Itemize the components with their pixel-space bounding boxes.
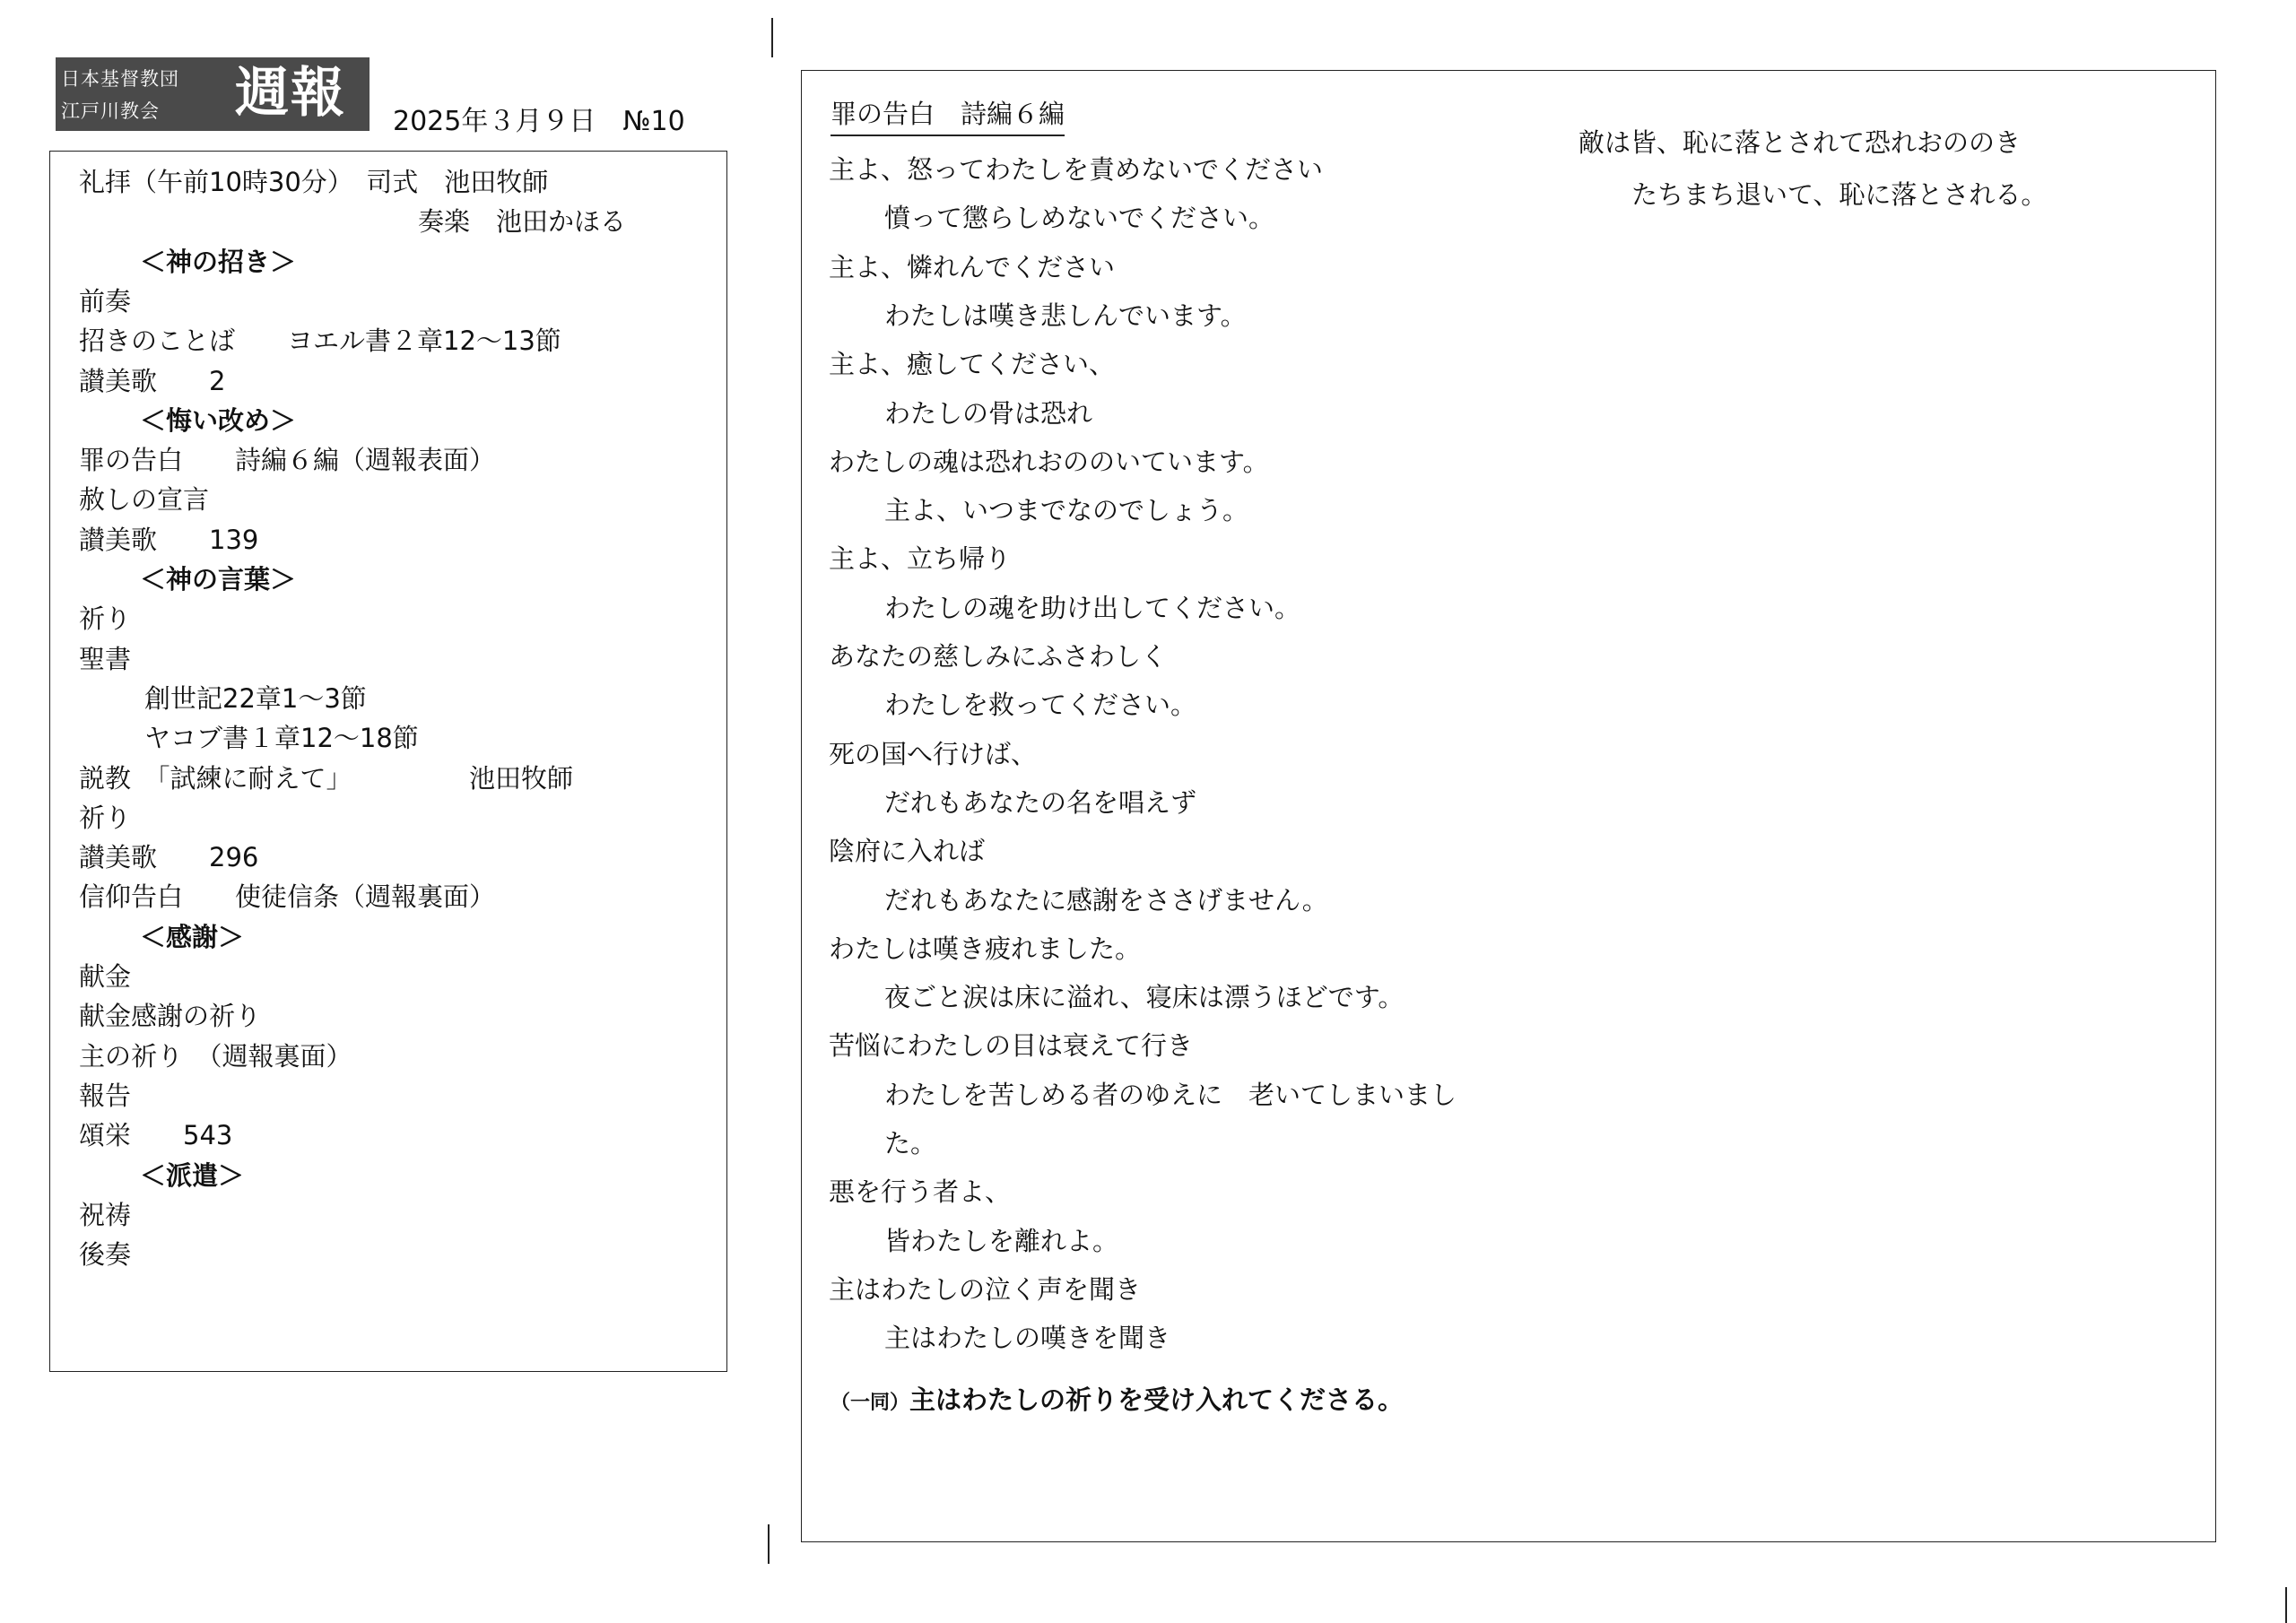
order-item: 献金 bbox=[79, 961, 132, 992]
verse-line: わたしは嘆き悲しんでいます。 bbox=[884, 299, 1247, 331]
order-item: 讃美歌 2 bbox=[79, 365, 226, 396]
order-of-service-box bbox=[49, 151, 727, 1372]
verse-line: 苦悩にわたしの目は衰えて行き bbox=[829, 1030, 1194, 1062]
registration-mark-top bbox=[771, 18, 773, 57]
order-item: 祈り bbox=[79, 802, 132, 833]
verse-line: 主よ、憐れんでください bbox=[829, 251, 1116, 282]
order-item: 招きのことば ヨエル書２章12～13節 bbox=[79, 325, 561, 357]
verse-line: 死の国へ行けば、 bbox=[829, 738, 1038, 769]
verse-line: わたしは嘆き疲れました。 bbox=[829, 933, 1142, 964]
verse-line: 皆わたしを離れよ。 bbox=[884, 1225, 1119, 1256]
registration-mark-right bbox=[2285, 1587, 2287, 1623]
verse-line: 主よ、立ち帰り bbox=[829, 543, 1012, 575]
verse-line: 主よ、怒ってわたしを責めないでください bbox=[829, 154, 1324, 185]
order-item: 祈り bbox=[79, 603, 132, 635]
order-item: 献金感謝の祈り bbox=[79, 1001, 262, 1032]
verse-line: だれもあなたの名を唱えず bbox=[884, 786, 1197, 818]
final-response-line bbox=[831, 1380, 1404, 1417]
verse-line: わたしの魂は恐れおののいています。 bbox=[829, 446, 1269, 477]
order-heading: ＜感謝＞ bbox=[140, 921, 245, 952]
order-item: 後奏 bbox=[79, 1239, 132, 1271]
order-heading: ＜神の招き＞ bbox=[140, 246, 297, 277]
order-heading: ＜派遣＞ bbox=[140, 1159, 245, 1191]
order-item: 報告 bbox=[79, 1080, 132, 1111]
verse-line: わたしを苦しめる者のゆえに 老いてしまいまし bbox=[884, 1079, 1457, 1110]
verse-line: 敵は皆、恥に落とされて恐れおののき bbox=[1578, 127, 2022, 158]
verse-line: わたしを救ってください。 bbox=[884, 690, 1197, 721]
final-text: 主はわたしの祈りを受け入れてくださる。 bbox=[909, 1384, 1405, 1415]
issue-number: №10 bbox=[622, 106, 685, 137]
church-denomination: 日本基督教団 bbox=[61, 68, 179, 90]
bulletin-date bbox=[393, 99, 685, 138]
order-item: ヤコブ書１章12～18節 bbox=[144, 723, 419, 754]
verse-line: 夜ごと涙は床に溢れ、寝床は漂うほどです。 bbox=[884, 982, 1405, 1013]
verse-line: たちまち退いて、恥に落とされる。 bbox=[1631, 179, 2048, 210]
registration-mark-bottom bbox=[768, 1524, 770, 1564]
verse-line: 悪を行う者よ、 bbox=[829, 1176, 1012, 1208]
order-item: 赦しの宣言 bbox=[79, 484, 210, 516]
order-item: 説教 「試練に耐えて」 池田牧師 bbox=[79, 762, 574, 794]
verse-line: 憤って懲らしめないでください。 bbox=[884, 203, 1275, 234]
verse-line: わたしの魂を助け出してください。 bbox=[884, 592, 1301, 623]
date-text: 2025年３月９日 bbox=[393, 106, 596, 137]
verse-line: 主よ、癒してください、 bbox=[829, 349, 1116, 380]
church-name: 江戸川教会 bbox=[61, 100, 160, 122]
order-item: 祝祷 bbox=[79, 1199, 132, 1230]
verse-line: 主はわたしの泣く声を聞き bbox=[829, 1273, 1142, 1305]
order-item: 創世記22章1～3節 bbox=[144, 682, 367, 714]
confession-title: 罪の告白 詩編６編 bbox=[831, 94, 1065, 136]
order-item: 讃美歌 296 bbox=[79, 842, 259, 873]
order-item: 信仰告白 使徒信条（週報裏面） bbox=[79, 881, 496, 913]
order-item: 主の祈り （週報裏面） bbox=[79, 1040, 352, 1072]
order-item: 前奏 bbox=[79, 285, 132, 317]
verse-line: 主はわたしの嘆きを聞き bbox=[884, 1323, 1171, 1354]
confession-box bbox=[801, 70, 2216, 1542]
verse-line: た。 bbox=[884, 1128, 937, 1159]
verse-line: だれもあなたに感謝をささげません。 bbox=[884, 884, 1328, 916]
order-item: 礼拝（午前10時30分） 司式 池田牧師 bbox=[79, 167, 549, 197]
order-heading: ＜悔い改め＞ bbox=[140, 404, 297, 436]
order-item: 聖書 bbox=[79, 643, 132, 674]
order-heading: ＜神の言葉＞ bbox=[140, 564, 297, 595]
order-item: 頌栄 543 bbox=[79, 1120, 233, 1151]
bulletin-header-block bbox=[56, 57, 370, 131]
weekly-title: 週報 bbox=[235, 62, 346, 125]
order-item: 讃美歌 139 bbox=[79, 524, 259, 555]
order-item: 罪の告白 詩編６編（週報表面） bbox=[79, 445, 496, 476]
order-item: 奏楽 池田かほる bbox=[418, 206, 627, 238]
verse-line: 陰府に入れば bbox=[829, 836, 986, 867]
verse-line: あなたの慈しみにふさわしく bbox=[829, 641, 1168, 672]
final-prefix: （一同） bbox=[831, 1392, 910, 1414]
verse-line: 主よ、いつまでなのでしょう。 bbox=[884, 495, 1249, 526]
verse-line: わたしの骨は恐れ bbox=[884, 397, 1093, 429]
